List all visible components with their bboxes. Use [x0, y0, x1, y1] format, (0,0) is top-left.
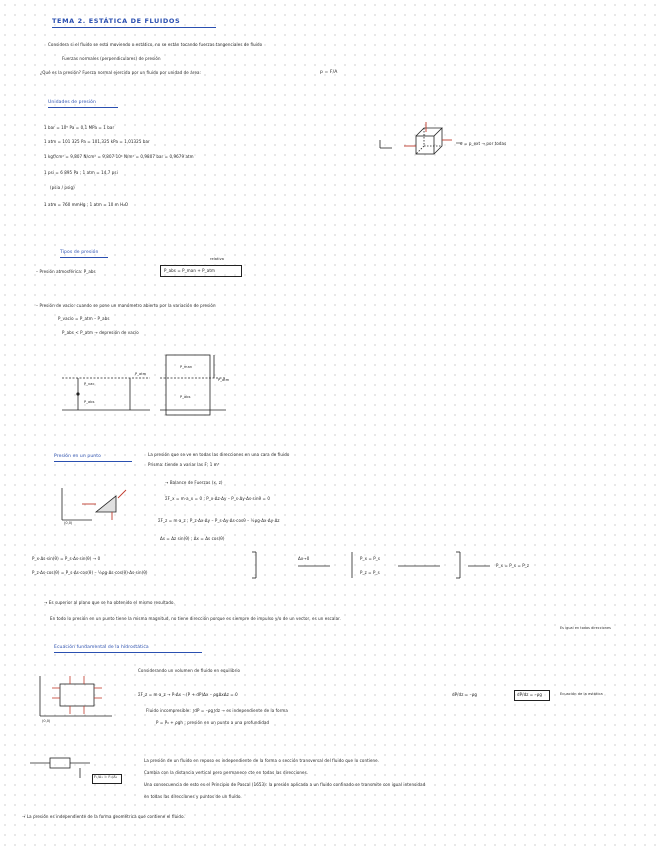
wedge-diagram — [62, 488, 116, 525]
point-desc-1: La presión que se ve en todas las direcciones en una cara de fluido — [148, 452, 290, 457]
closing-2: Cambia con la distancia vertical pero permanece cte en todas las direcciones. — [144, 770, 309, 775]
vac-label-abs-2: P_abs — [180, 395, 191, 399]
fundamental-heading: Ecuación fundamental de la hidrostática — [54, 645, 149, 650]
abs-pressure-formula: P_abs = P_man + P_atm — [164, 268, 215, 273]
relative-label: relativa — [210, 257, 224, 261]
point-desc-2: Prisma: tiende a variar las F; 1 m³ — [148, 462, 220, 467]
units-line-1: 1 bar = 10⁵ Pa = 0,1 MPa = 1 bar — [44, 125, 115, 130]
vacuum-sub-1: P_vacío = P_atm – P_abs — [58, 316, 110, 321]
vac-label-man: P_man — [180, 365, 193, 369]
units-line-3: 1 kgf/cm² = 9,807 N/cm² = 9,807·10⁴ N/m² = 0,9807 bar = 0,9679 atm — [44, 154, 194, 159]
result-2: P_z·Δs·cos(θ) = P_s·Δs·cos(θ) – ½ρg·Δs·cos(θ)·Δs·sin(θ) — [32, 570, 148, 575]
balance-eq-3: Δs = Δz sin(θ) ; Δx = Δs cos(θ) — [160, 536, 225, 541]
fundamental-line-2: Fluido incompresible: ∫dP = –ρg∫dz → es independiente de la forma — [146, 708, 288, 713]
intro-line-2: Fuerzas normales (perpendiculares) de presión — [62, 56, 161, 61]
vac-label-atm: P_atm — [135, 372, 147, 376]
cube-diagram — [380, 128, 442, 154]
fluid-element-arrows — [52, 676, 102, 714]
vac-label-vac: P_vac — [84, 382, 95, 386]
point-heading: Presión en un punto — [54, 454, 101, 459]
fundamental-eq-2: dP/dz = –ρg — [452, 692, 478, 697]
conclusion-aside: Es igual en todas direcciones — [560, 626, 611, 630]
svg-text:(0,0): (0,0) — [42, 719, 51, 723]
intro-line-1: Considera si el fluido se está moviendo o estático, no se están tocando fuerzas tangenciales de fluido — [48, 42, 263, 47]
closing-1: La presión de un fluido en reposo es independiente de la forma o sección transversal del fluido que lo contiene. — [144, 758, 380, 763]
units-line-5: (psia / psig) — [50, 185, 75, 190]
cube-note: σ = p_ext → por todas — [460, 141, 507, 146]
pascal-formula: F₁/A₁ = F₂/A₂ — [94, 775, 118, 779]
units-heading: Unidades de presión — [48, 100, 96, 105]
final-result: P_x = P_s = P_z — [496, 563, 530, 568]
svg-text:(0,0): (0,0) — [64, 521, 73, 525]
balance-eq-1: ΣF_x = m·a_x = 0 ; P_x·Δz·Δy – P_s·Δy·Δs·sinθ = 0 — [165, 496, 270, 501]
units-line-2: 1 atm = 101 325 Pa = 101,325 kPa = 1,01325 bar — [44, 139, 150, 144]
page-title: TEMA 2. ESTÁTICA DE FLUIDOS — [52, 17, 181, 25]
atm-pressure-line: – Presión atmosférica: P_abs — [36, 269, 96, 274]
intro-line-3: ¿Qué es la presión? Fuerza normal ejercida por un fluido por unidad de área: — [40, 70, 202, 75]
limit-label: Δx→0 — [298, 556, 310, 561]
conclusion-2: En todo lo presión en un punto tiene la misma magnitud, no tiene dirección porque es siempre de impulso y/o de un vector, es un escalar. — [50, 616, 341, 621]
fundamental-eq-1: ΣF_z = m·a_z → P·Δx – (P + dP)Δx – ρgΔxΔz = 0 — [138, 692, 238, 697]
balance-eq-2: ΣF_z = m·a_z ; P_z·Δx·Δy – P_s·Δy·Δs·cosθ – ½ρg·Δx·Δy·Δz — [158, 518, 280, 523]
cube-arrows — [404, 122, 452, 146]
pressure-formula: p = F/A — [320, 70, 338, 75]
vacuum-heading: – Presión de vacío: cuando se pone un manómetro abierto por la variación de presión — [36, 303, 216, 308]
wedge-arrows — [82, 490, 126, 520]
partial-1: P_x = P_s — [360, 556, 381, 561]
closing-final: → La presión es independiente de la forma geométrica que contiene el fluido. — [22, 814, 185, 819]
vac-label-abs: P_abs — [84, 400, 95, 404]
conclusion-1: → Es superior al plano que se ha obtenido el mismo resultado. — [44, 600, 175, 605]
partial-2: P_z = P_s — [360, 570, 380, 575]
result-bracket — [252, 552, 490, 578]
units-line-6: 1 atm = 760 mmHg ; 1 atm = 10 m H₂O — [44, 202, 129, 207]
fundamental-desc: Considerando un volumen de fluido en equilibrio — [138, 668, 241, 673]
vacuum-diagram — [62, 355, 226, 415]
balance-heading: → Balance de Fuerzas (x, z) — [165, 480, 223, 485]
units-line-4: 1 psi = 6 895 Pa ; 1 atm = 14,7 psi — [44, 170, 118, 175]
types-heading: Tipos de presión — [60, 250, 99, 255]
vac-label-atm-2: P_atm — [218, 378, 230, 382]
fundamental-note: Ecuación de la estática — [560, 692, 603, 696]
fundamental-line-3: P = P₀ + ρgh ; presión en un punto a una profundidad — [156, 720, 270, 725]
closing-3: Una consecuencia de esto es el Principio de Pascal (1653): la presión aplicada a un fluido confinado se transmite con igual intensidad — [144, 782, 426, 787]
closing-4: en todas las direcciones y puntos de un fluido. — [144, 794, 242, 799]
pascal-diagram — [30, 758, 90, 778]
result-1: P_x·Δs·sin(θ) = P_s·Δs·sin(θ) → 0 — [32, 556, 101, 561]
fluid-element-diagram — [40, 676, 112, 723]
vacuum-sub-2: P_abs < P_atm → depresión de vacío — [62, 330, 139, 335]
fundamental-boxed: dP/dz = –ρg — [517, 692, 543, 697]
